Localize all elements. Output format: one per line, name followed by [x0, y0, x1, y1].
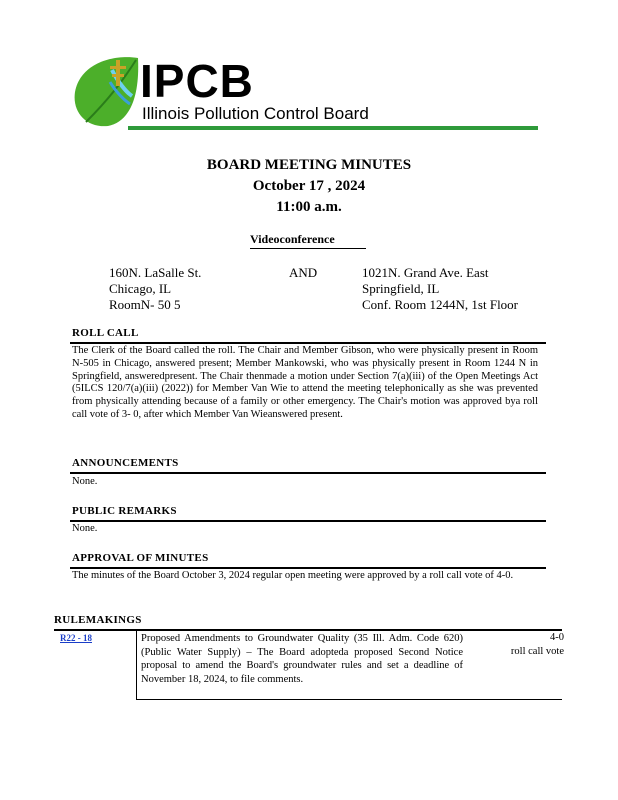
roll-call-text: The Clerk of the Board called the roll. The Chair and Member Gibson, who were physically present in Room N-505 in Chicago, answered present; Member Mankowski, who was physically present in Room 1244 N in Springfield, answeredpresent. The Chair thenmade a motion under Section 7(a)(iii) of the Open Meetings Act (5ILCS 120/7(a)(iii) (2022)) for Member Van Wie to attend the meeting telephonically as she was prevented from physically attending because of a family or other emergency. The Chair's motion was approved bya roll call vote of 3- 0, after which Member Van Wieanswered present. [72, 345, 538, 420]
rulemaking-description: Proposed Amendments to Groundwater Quality (35 Ill. Adm. Code 620) (Public Water Supply) – The Board adopteda proposed Second Notice proposal to amend the Board's groundwater rules and set a deadline of November 18, 2024, to file comments. [141, 633, 463, 685]
logo-underline [128, 126, 538, 130]
rulemaking-docket-link[interactable]: R22 - 18 [60, 633, 92, 643]
section-divider [70, 520, 546, 522]
document-title: BOARD MEETING MINUTES [206, 157, 412, 173]
public-remarks-text: None. [72, 523, 98, 534]
address-line: 1021N. Grand Ave. East [362, 265, 489, 280]
address-line: 160N. LaSalle St. [109, 265, 202, 280]
ipcb-leaf-logo-icon [72, 52, 142, 130]
address-line: Springfield, IL [362, 281, 440, 296]
meeting-time: 11:00 a.m. [276, 199, 342, 215]
address-line: Chicago, IL [109, 281, 172, 296]
rulemakings-heading: RULEMAKINGS [54, 614, 142, 626]
section-divider [70, 472, 546, 474]
approval-of-minutes-heading: APPROVAL OF MINUTES [72, 552, 209, 564]
roll-call-heading: ROLL CALL [72, 327, 139, 339]
table-column-divider [136, 630, 137, 700]
section-divider [70, 342, 546, 344]
ipcb-logo-subtitle: Illinois Pollution Control Board [142, 104, 369, 123]
announcements-text: None. [72, 476, 98, 487]
meeting-format: Videoconference [250, 232, 366, 249]
rulemaking-vote-type: roll call vote [510, 646, 564, 657]
approval-of-minutes-text: The minutes of the Board October 3, 2024 regular open meeting were approved by a roll call vote of 4-0. [72, 570, 514, 581]
springfield-address [362, 265, 518, 313]
ipcb-logo-title: IPCB [140, 55, 254, 107]
section-divider [54, 629, 562, 631]
table-row-divider [136, 699, 562, 700]
section-divider [70, 567, 546, 569]
address-line: Conf. Room 1244N, 1st Floor [362, 297, 519, 312]
address-line: RoomN- 50 5 [109, 297, 181, 312]
chicago-address [109, 265, 201, 313]
rulemaking-vote-count: 4-0 [550, 632, 564, 643]
address-conjunction: AND [289, 265, 318, 280]
public-remarks-heading: PUBLIC REMARKS [72, 505, 177, 517]
announcements-heading: ANNOUNCEMENTS [72, 457, 179, 469]
meeting-date: October 17 , 2024 [252, 178, 366, 194]
